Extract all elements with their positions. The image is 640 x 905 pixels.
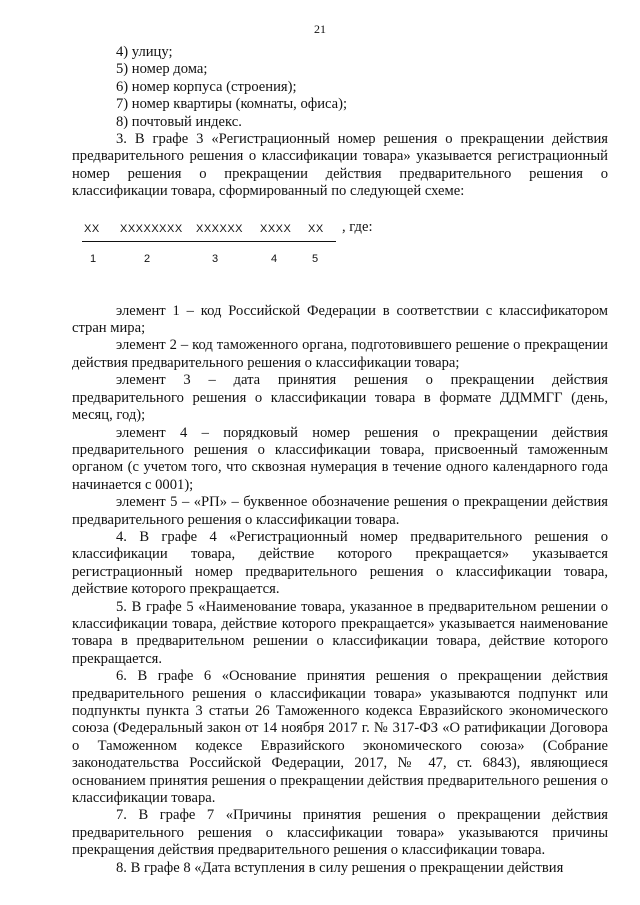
number-scheme — [72, 213, 608, 297]
scheme-suffix: , где: — [342, 218, 373, 235]
scheme-code-3: XXXXXX — [196, 222, 244, 235]
page-number: 21 — [314, 22, 326, 36]
scheme-number-4: 4 — [271, 252, 278, 265]
element-description: элемент 3 – дата принятия решения о прекращении действия предварительного решения о классификации товара в формате ДДММГГ (день, месяц, год); — [72, 372, 608, 424]
paragraph-5: 5. В графе 5 «Наименование товара, указанное в предварительном решении о классификации товара, действие которого прекращается» указывается наименование товара в предварительном решении о классификации товара, действие которого прекращается. — [72, 598, 608, 667]
scheme-code-2: XXXXXXXX — [120, 222, 183, 235]
paragraph-3: 3. В графе 3 «Регистрационный номер решения о прекращении действия предварительного решения о классификации товара» указывается регистрационный номер решения о прекращении действия предварительного решения о классификации товара, сформированный по следующей схеме: — [72, 131, 608, 200]
paragraph-4: 4. В графе 4 «Регистрационный номер предварительного решения о классификации товара, действие которого прекращается» указывается регистрационный номер предварительного решения о классификации товара, действие которого прекращается. — [72, 528, 608, 598]
paragraph-8: 8. В графе 8 «Дата вступления в силу решения о прекращении действия — [116, 859, 564, 876]
scheme-number-3: 3 — [212, 252, 219, 265]
address-list-item: 7) номер квартиры (комнаты, офиса); — [116, 96, 348, 113]
scheme-number-1: 1 — [90, 252, 97, 265]
address-list-item: 6) номер корпуса (строения); — [116, 78, 297, 95]
address-list-item: 4) улицу; — [116, 44, 173, 60]
address-list-item: 5) номер дома; — [116, 61, 208, 78]
scheme-underline — [82, 241, 336, 242]
element-description: элемент 2 – код таможенного органа, подготовившего решение о прекращении действия предварительного решения о классификации товара; — [72, 337, 608, 371]
paragraph-7: 7. В графе 7 «Причины принятия решения о прекращении действия предварительного решения о классификации товара» указываются причины прекращения действия предварительного решения о классификации товара. — [72, 807, 608, 859]
element-description: элемент 4 – порядковый номер решения о прекращении действия предварительного решения о классификации товара, присвоенный таможенным органом (с учетом того, что сквозная нумерация в течение одного календарного года начинается с 0001); — [72, 424, 608, 493]
scheme-code-4: XXXX — [260, 222, 292, 235]
document-body — [72, 44, 608, 877]
scheme-code-5: XX — [308, 222, 324, 235]
scheme-number-5: 5 — [312, 252, 319, 265]
scheme-number-2: 2 — [144, 252, 151, 265]
element-description: элемент 5 – «РП» – буквенное обозначение решения о прекращении действия предварительного решения о классификации товара. — [72, 494, 608, 528]
scheme-code-1: XX — [84, 222, 100, 235]
element-description: элемент 1 – код Российской Федерации в соответствии с классификатором стран мира; — [72, 302, 608, 337]
paragraph-6: 6. В графе 6 «Основание принятия решения о прекращении действия предварительного решения о классификации товара» указываются подпункт или подпункты пункта 3 статьи 26 Таможенного кодекса Евразийского экономического союза (Федеральный закон от 14 ноября 2017 г. № 317-ФЗ «О ратификации Договора о Таможенном кодексе Евразийского экономического союза» (Собрание законодательства Российской Федерации, 2017, № 47, ст. 6843), являющиеся основанием принятия решения о прекращении действия предварительного решения о классификации товара. — [72, 668, 608, 807]
address-list-item: 8) почтовый индекс. — [116, 113, 242, 130]
